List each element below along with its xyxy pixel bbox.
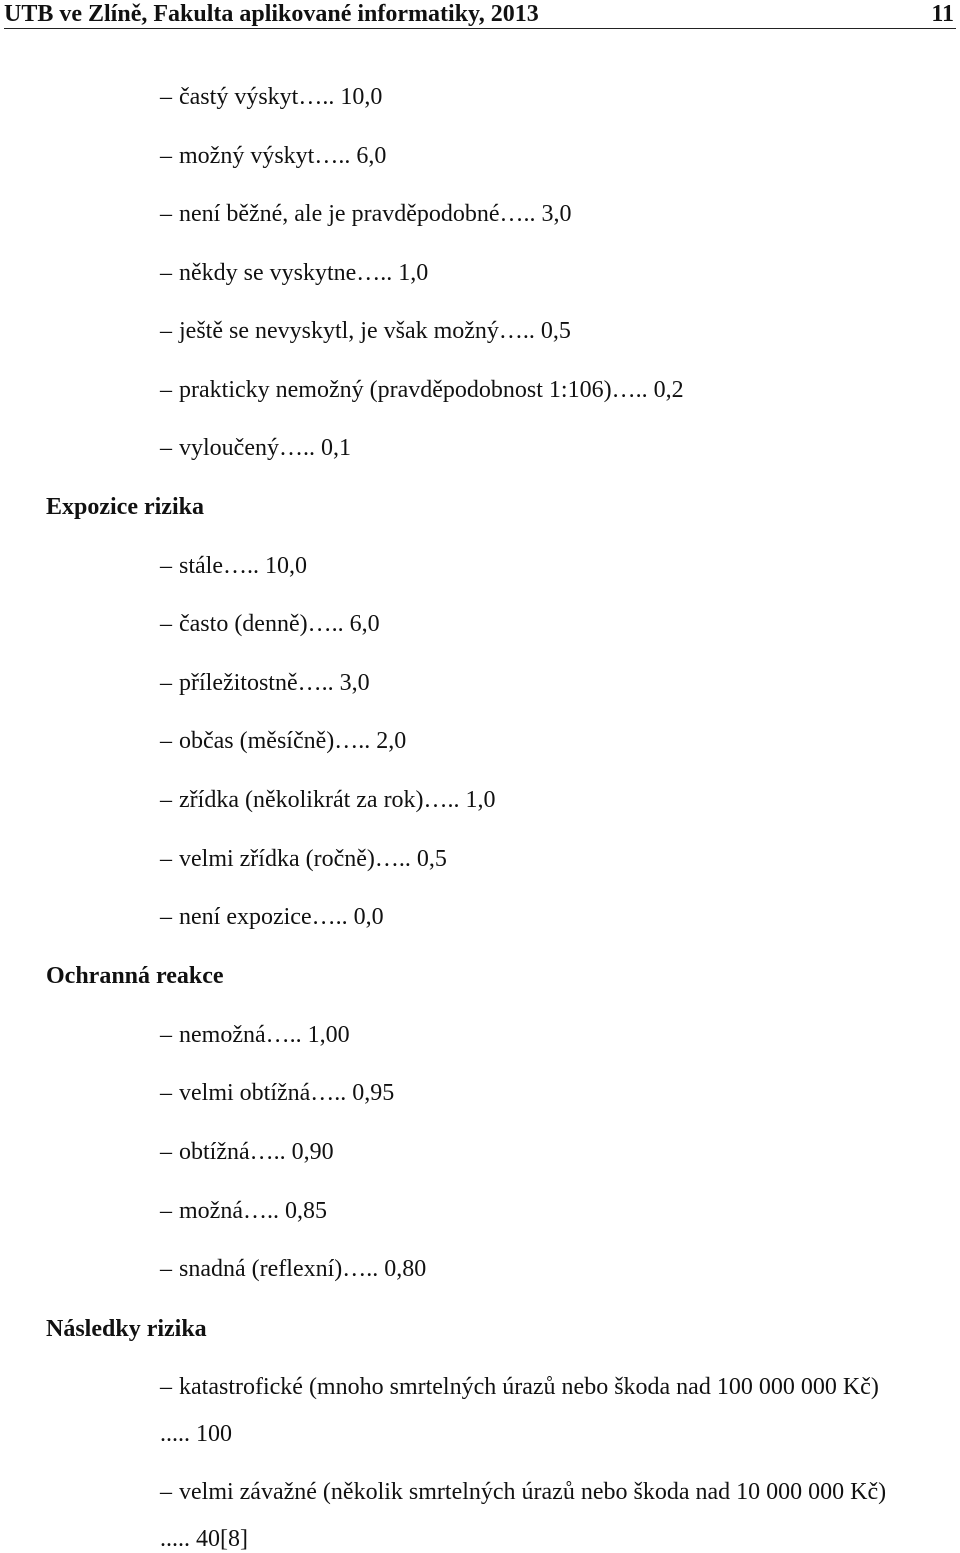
list-dash: –: [160, 728, 172, 754]
page-header: [4, 0, 956, 29]
list-item-text: občas (měsíčně)….. 2,0: [179, 728, 407, 754]
list-item-continuation: ..... 40[8]: [160, 1526, 248, 1552]
list-dash: –: [160, 318, 172, 344]
list-item: [160, 1022, 350, 1049]
list-item: [160, 1198, 327, 1225]
list-item: [160, 377, 684, 404]
list-item-text: není běžné, ale je pravděpodobné….. 3,0: [179, 201, 572, 227]
list-item: [160, 1256, 426, 1283]
list-item-text: obtížná….. 0,90: [179, 1139, 334, 1165]
list-item-text: možná….. 0,85: [179, 1198, 327, 1224]
list-item: [160, 1080, 394, 1107]
list-item-continuation: ..... 100: [160, 1421, 232, 1447]
section-heading-consequences: Následky rizika: [46, 1316, 207, 1342]
list-dash: –: [160, 377, 172, 403]
list-dash: –: [160, 1022, 172, 1048]
list-item-text: zřídka (několikrát za rok)….. 1,0: [179, 787, 496, 813]
list-dash: –: [160, 553, 172, 579]
list-item-text: katastrofické (mnoho smrtelných úrazů nebo škoda nad 100 000 000 Kč): [179, 1374, 879, 1400]
list-item-text: někdy se vyskytne….. 1,0: [179, 260, 429, 286]
list-dash: –: [160, 904, 172, 930]
list-dash: –: [160, 846, 172, 872]
header-title: UTB ve Zlíně, Fakulta aplikované informatiky, 2013: [4, 1, 539, 27]
list-dash: –: [160, 435, 172, 461]
list-item-text: možný výskyt….. 6,0: [179, 143, 387, 169]
list-item: [160, 904, 384, 931]
page-number: 11: [931, 1, 954, 27]
list-dash: –: [160, 143, 172, 169]
list-dash: –: [160, 787, 172, 813]
list-item-text: velmi obtížná….. 0,95: [179, 1080, 395, 1106]
section-heading-reaction: Ochranná reakce: [46, 963, 224, 989]
list-dash: –: [160, 1479, 172, 1505]
list-item: [160, 143, 386, 170]
list-dash: –: [160, 1374, 172, 1400]
list-dash: –: [160, 1198, 172, 1224]
list-item-text: není expozice….. 0,0: [179, 904, 384, 930]
list-dash: –: [160, 201, 172, 227]
list-item-text: častý výskyt….. 10,0: [179, 84, 383, 110]
list-item-text: nemožná….. 1,00: [179, 1022, 350, 1048]
list-item-text: snadná (reflexní)….. 0,80: [179, 1256, 427, 1282]
section-heading-exposure: Expozice rizika: [46, 494, 204, 520]
list-item: [160, 84, 382, 111]
list-item: [160, 553, 307, 580]
list-item: [160, 1139, 334, 1166]
list-item: [160, 611, 380, 638]
list-dash: –: [160, 1080, 172, 1106]
list-dash: –: [160, 611, 172, 637]
list-item: [160, 435, 351, 462]
list-dash: –: [160, 260, 172, 286]
list-item-text: prakticky nemožný (pravděpodobnost 1:106)….. 0,2: [179, 377, 684, 403]
list-item-text: vyloučený….. 0,1: [179, 435, 351, 461]
list-item: [160, 846, 447, 873]
list-item: [160, 787, 496, 814]
list-dash: –: [160, 84, 172, 110]
list-item-text: velmi závažné (několik smrtelných úrazů nebo škoda nad 10 000 000 Kč): [179, 1479, 887, 1505]
list-item-text: často (denně)….. 6,0: [179, 611, 380, 637]
list-dash: –: [160, 1256, 172, 1282]
list-item: [160, 1479, 886, 1506]
list-item: [160, 318, 571, 345]
list-item: [160, 728, 406, 755]
list-dash: –: [160, 670, 172, 696]
list-item-text: velmi zřídka (ročně)….. 0,5: [179, 846, 447, 872]
list-item: [160, 201, 572, 228]
list-dash: –: [160, 1139, 172, 1165]
list-item-text: stále….. 10,0: [179, 553, 307, 579]
list-item: [160, 670, 370, 697]
list-item-text: ještě se nevyskytl, je však možný….. 0,5: [179, 318, 571, 344]
list-item: [160, 1374, 879, 1401]
list-item-text: příležitostně….. 3,0: [179, 670, 370, 696]
list-item: [160, 260, 428, 287]
